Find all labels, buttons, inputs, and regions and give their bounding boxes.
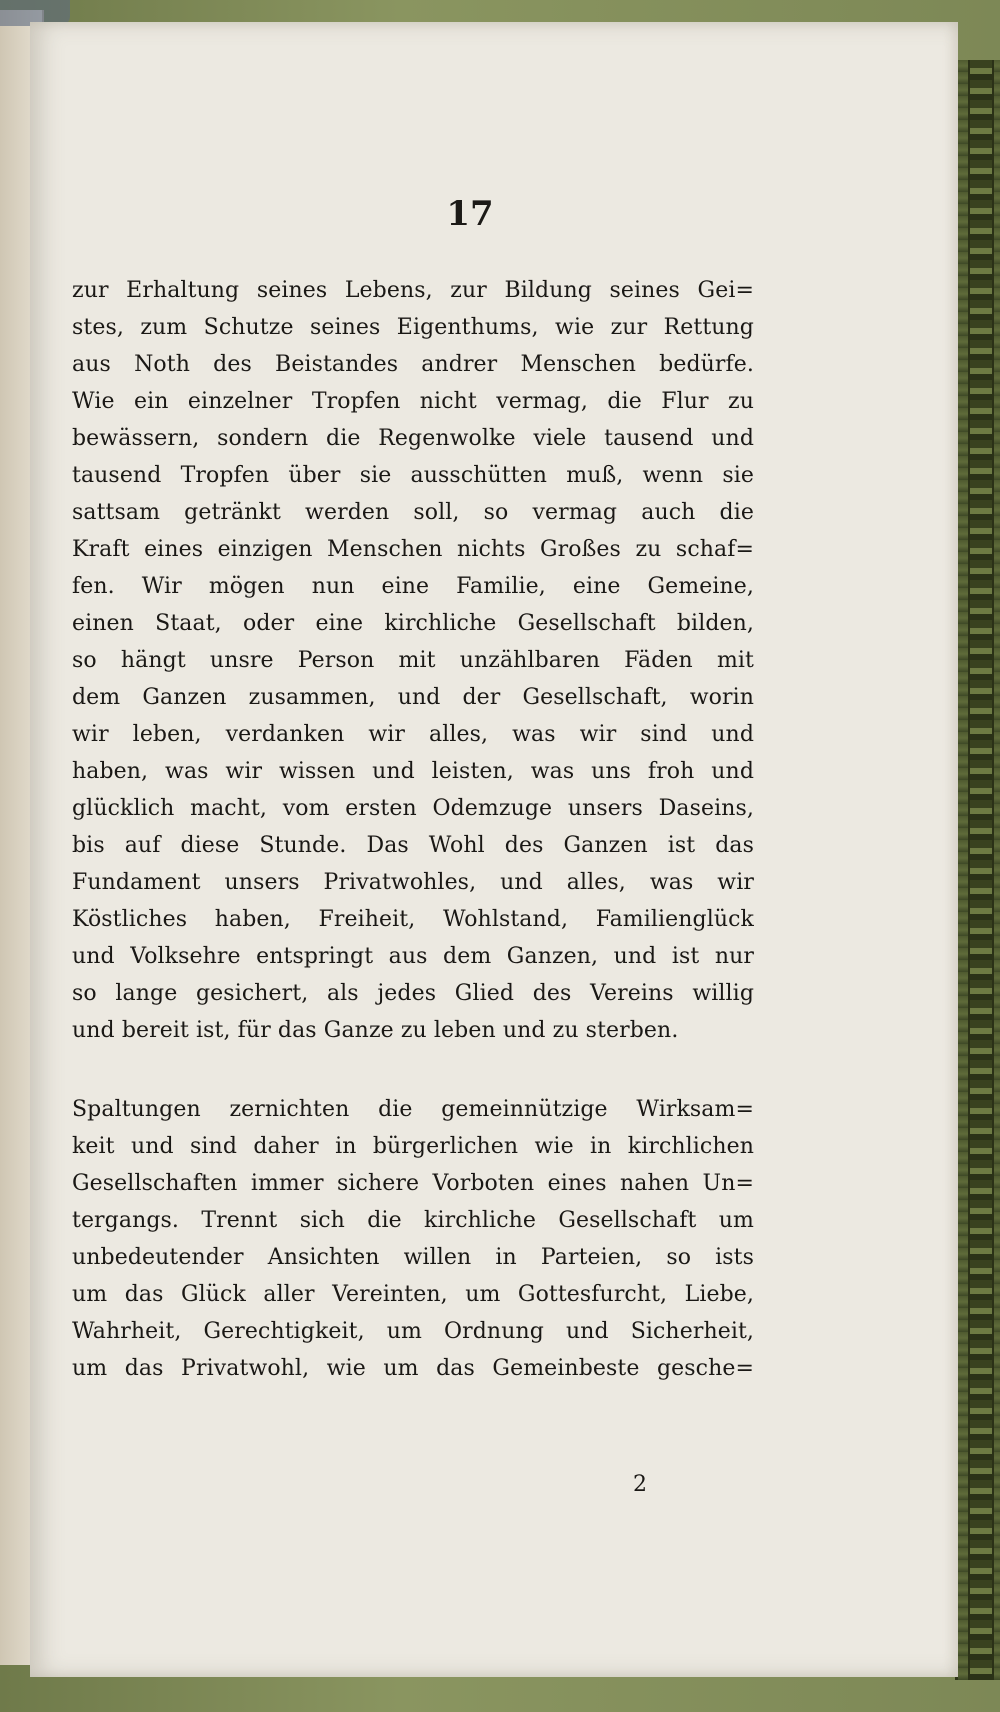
text-line: so hängt unsre Person mit unzählbaren Fäden mit xyxy=(72,648,754,673)
paragraph-1 xyxy=(72,272,754,1049)
text-line: Spaltungen zernichten die gemeinnützige Wirksam= xyxy=(72,1097,754,1122)
text-line: glücklich macht, vom ersten Odemzuge unsers Daseins, xyxy=(72,796,754,821)
paragraph-2 xyxy=(72,1091,754,1387)
text-line: Gesellschaften immer sichere Vorboten eines nahen Un= xyxy=(72,1171,754,1196)
page-number: 17 xyxy=(446,194,494,234)
text-line: zur Erhaltung seines Lebens, zur Bildung seines Gei= xyxy=(72,278,754,303)
text-line: wir leben, verdanken wir alles, was wir sind und xyxy=(72,722,754,747)
text-line: sattsam getränkt werden soll, so vermag auch die xyxy=(72,500,754,525)
paragraph-gap xyxy=(72,1049,754,1091)
signature-mark: 2 xyxy=(633,1472,647,1497)
text-line: haben, was wir wissen und leisten, was uns froh und xyxy=(72,759,754,784)
cover-edge-ornament xyxy=(955,60,1000,1680)
text-line: fen. Wir mögen nun eine Familie, eine Gemeine, xyxy=(72,574,754,599)
text-line: Köstliches haben, Freiheit, Wohlstand, Familienglück xyxy=(72,907,754,932)
text-line: bis auf diese Stunde. Das Wohl des Ganzen ist das xyxy=(72,833,754,858)
text-line: und bereit ist, für das Ganze zu leben und zu sterben. xyxy=(72,1018,679,1043)
text-line: tergangs. Trennt sich die kirchliche Gesellschaft um xyxy=(72,1208,754,1233)
text-line: dem Ganzen zusammen, und der Gesellschaft, worin xyxy=(72,685,754,710)
text-line: Kraft eines einzigen Menschen nichts Großes zu schaf= xyxy=(72,537,754,562)
ornament-border xyxy=(968,60,994,1680)
book-page xyxy=(30,22,958,1677)
text-line: bewässern, sondern die Regenwolke viele tausend und xyxy=(72,426,754,451)
text-line: Wie ein einzelner Tropfen nicht vermag, die Flur zu xyxy=(72,389,754,414)
text-line: aus Noth des Beistandes andrer Menschen bedürfe. xyxy=(72,352,754,377)
body-text xyxy=(72,272,754,1387)
text-line: tausend Tropfen über sie ausschütten muß, wenn sie xyxy=(72,463,754,488)
text-line: Wahrheit, Gerechtigkeit, um Ordnung und Sicherheit, xyxy=(72,1319,754,1344)
text-line: unbedeutender Ansichten willen in Parteien, so ists xyxy=(72,1245,754,1270)
text-line: einen Staat, oder eine kirchliche Gesellschaft bilden, xyxy=(72,611,754,636)
text-line: so lange gesichert, als jedes Glied des Vereins willig xyxy=(72,981,754,1006)
text-line: und Volksehre entspringt aus dem Ganzen, und ist nur xyxy=(72,944,754,969)
text-line: keit und sind daher in bürgerlichen wie in kirchlichen xyxy=(72,1134,754,1159)
text-line: um das Glück aller Vereinten, um Gottesfurcht, Liebe, xyxy=(72,1282,754,1307)
text-line: um das Privatwohl, wie um das Gemeinbeste gesche= xyxy=(72,1356,754,1381)
text-line: Fundament unsers Privatwohles, und alles, was wir xyxy=(72,870,754,895)
text-line: stes, zum Schutze seines Eigenthums, wie zur Rettung xyxy=(72,315,754,340)
